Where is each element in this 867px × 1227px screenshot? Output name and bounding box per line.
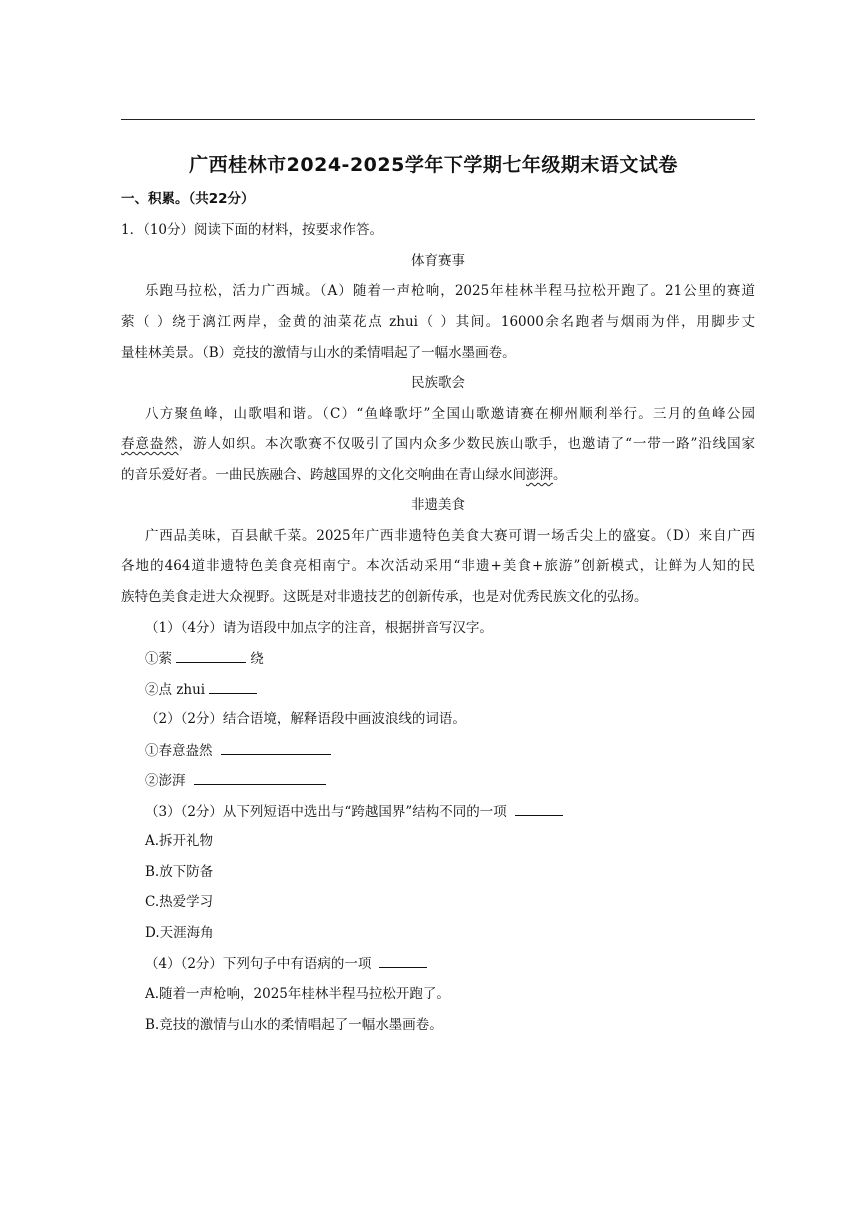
option-b: B.竞技的激情与山水的柔情唱起了一幅水墨画卷。 <box>145 1017 443 1033</box>
prompt-text: （4）（2分）下列句子中有语病的一项 <box>145 956 372 972</box>
passage-sports-line-2: 萦（ ）绕于漓江两岸，金黄的油菜花点 zhui（ ）其间。16000余名跑者与烟雨为伴，用脚步丈 <box>121 314 755 330</box>
question-1-3-prompt <box>145 801 779 822</box>
wavy-word-pengpai: 澎湃 <box>526 467 553 483</box>
answer-blank[interactable] <box>379 953 427 968</box>
item-label: ②点 zhui <box>145 682 206 698</box>
question-1-2-a <box>145 740 779 761</box>
header-rule <box>121 119 755 120</box>
passage-songs-line-2 <box>121 434 755 454</box>
question-1-2-prompt: （2）（2分）结合语境，解释语段中画波浪线的词语。 <box>145 711 466 727</box>
answer-blank[interactable] <box>176 648 246 663</box>
answer-blank[interactable] <box>194 770 326 785</box>
exam-title: 广西桂林市2024-2025学年下学期七年级期末语文试卷 <box>189 154 678 176</box>
question-1-intro: 1．（10分）阅读下面的材料，按要求作答。 <box>121 222 384 238</box>
passage-food-line-2: 各地的464道非遗特色美食亮相南宁。本次活动采用“非遗+美食+旅游”创新模式，让鲜为人知的民 <box>121 558 755 574</box>
answer-blank[interactable] <box>515 801 563 816</box>
question-1-1-b <box>145 679 779 700</box>
passage-heading-songs: 民族歌会 <box>411 375 465 391</box>
answer-blank[interactable] <box>209 679 257 694</box>
text-segment: 的音乐爱好者。一曲民族融合、跨越国界的文化交响曲在青山绿水间 <box>121 467 526 483</box>
section-heading: 一、积累。（共22分） <box>121 191 255 207</box>
passage-heading-food: 非遗美食 <box>411 497 465 513</box>
passage-sports-line-3: 量桂林美景。（B）竞技的激情与山水的柔情唱起了一幅水墨画卷。 <box>121 345 516 361</box>
text-segment: 。 <box>553 467 567 483</box>
option-b: B.放下防备 <box>145 864 214 880</box>
wavy-word-chunyi: 春意盎然 <box>121 436 179 452</box>
passage-heading-sports: 体育赛事 <box>411 253 465 269</box>
option-a: A.拆开礼物 <box>145 833 214 849</box>
item-label: ①萦 <box>145 651 172 667</box>
question-1-2-b <box>145 770 779 791</box>
text-segment: ，游人如织。本次歌赛不仅吸引了国内众多少数民族山歌手，也邀请了“一带一路”沿线国家 <box>178 436 755 452</box>
item-suffix: 绕 <box>250 651 264 667</box>
passage-food-line-1: 广西品美味，百县献千菜。2025年广西非遗特色美食大赛可谓一场舌尖上的盛宴。（D）来自广西 <box>145 528 755 544</box>
option-c: C.热爱学习 <box>145 894 214 910</box>
passage-songs-line-3 <box>121 465 755 485</box>
passage-sports-line-1: 乐跑马拉松，活力广西城。（A）随着一声枪响，2025年桂林半程马拉松开跑了。21公里的赛道 <box>145 283 755 299</box>
passage-songs-line-1: 八方聚鱼峰，山歌唱和谐。（C）“鱼峰歌圩”全国山歌邀请赛在柳州顺利举行。三月的鱼峰公园 <box>145 406 755 422</box>
question-1-4-prompt <box>145 953 779 974</box>
question-1-1-prompt: （1）（4分）请为语段中加点字的注音，根据拼音写汉字。 <box>145 620 493 636</box>
option-a: A.随着一声枪响，2025年桂林半程马拉松开跑了。 <box>145 986 450 1002</box>
question-1-1-a <box>145 648 779 669</box>
passage-food-line-3: 族特色美食走进大众视野。这既是对非遗技艺的创新传承，也是对优秀民族文化的弘扬。 <box>121 589 648 605</box>
item-label: ②澎湃 <box>145 773 186 789</box>
answer-blank[interactable] <box>221 740 331 755</box>
option-d: D.天涯海角 <box>145 925 214 941</box>
item-label: ①春意盎然 <box>145 743 213 759</box>
prompt-text: （3）（2分）从下列短语中选出与“跨越国界”结构不同的一项 <box>145 804 507 820</box>
